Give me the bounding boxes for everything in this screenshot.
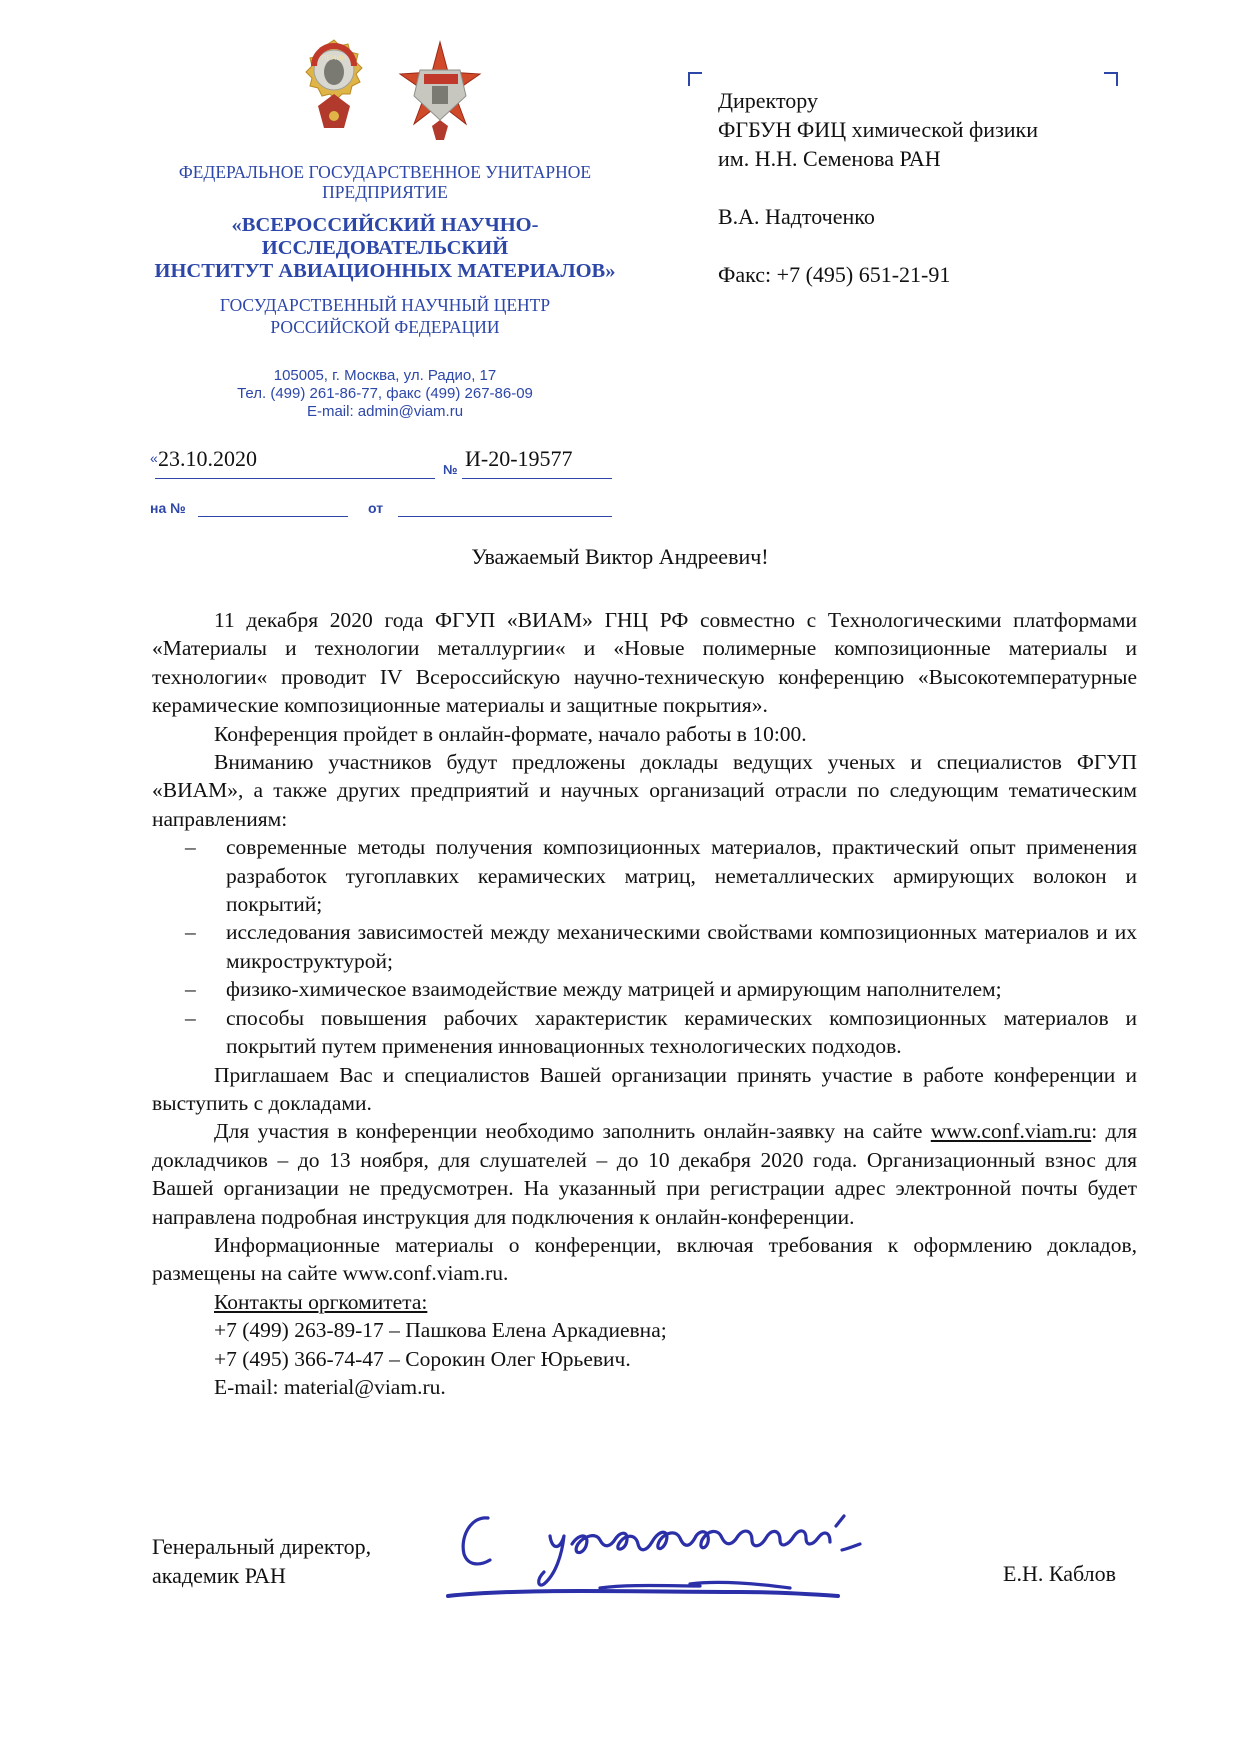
list-item [152,918,1137,975]
paragraph-format: Конференция пройдет в онлайн-формате, начало работы в 10:00. [214,721,807,746]
org-name-line1: «ВСЕРОССИЙСКИЙ НАУЧНО- [231,214,539,236]
registration-text-before: Для участия в конференции необходимо заполнить онлайн-заявку на сайте [214,1119,931,1144]
signer-title-line1: Генеральный директор, [152,1534,372,1559]
letter-date: 23.10.2020 [158,446,257,471]
signer-title-line2: академик РАН [152,1563,286,1588]
list-item-text: физико-химическое взаимодействие между матрицей и армирующим наполнителем; [226,977,1002,1002]
signer-title [152,1532,371,1590]
org-status [140,294,630,338]
conference-site-link[interactable]: www.conf.viam.ru [930,1119,1092,1144]
org-name-line2: ИССЛЕДОВАТЕЛЬСКИЙ [261,237,509,259]
org-name [140,214,630,283]
letter-number: И-20-19577 [465,446,573,471]
date-underline [155,478,435,479]
contacts-title: Контакты оргкомитета: [214,1289,428,1314]
date-quote-mark: « [150,450,158,466]
contact-line: +7 (495) 366-74-47 – Сорокин Олег Юрьевич. [214,1346,631,1371]
org-email: E-mail: admin@viam.ru [306,403,464,420]
registration-text-after: : для докладчиков – до 13 ноября, для слушателей – до 10 декабря 2020 года. Организационный взнос для Вашей организации не предусмотрен. На указанный при регистрации адрес электронной почты будет направлена подробная инструкция для подключения к онлайн-конференции. [152,1119,1137,1229]
paragraph-registration [152,1117,1137,1231]
org-name-line3: ИНСТИТУТ АВИАЦИОННЫХ МАТЕРИАЛОВ» [154,260,616,282]
paragraph-invitation: Приглашаем Вас и специалистов Вашей организации принять участие в работе конференции и выступить с докладами. [152,1062,1137,1115]
org-phones: Тел. (499) 261-86-77, факс (499) 267-86-09 [237,385,533,402]
reference-number-line [198,516,348,517]
org-contacts [140,367,630,421]
reference-number-label: на № [150,500,186,516]
salutation: Уважаемый Виктор Андреевич! [471,544,769,569]
letter-body [152,606,1137,1401]
list-item [152,975,1137,1003]
dash-bullet: – [185,920,196,945]
org-status-line1: ГОСУДАРСТВЕННЫЙ НАУЧНЫЙ ЦЕНТР [219,295,551,315]
award-orders-emblem [270,36,510,156]
org-status-line2: РОССИЙСКОЙ ФЕДЕРАЦИИ [270,317,500,337]
svg-text:ЛЕНИН: ЛЕНИН [321,54,347,62]
recipient-block [718,86,1138,289]
list-item-text: современные методы получения композиционных материалов, практический опыт применения разработок тугоплавких керамических матриц, неметаллических армирующих волокон и покрытий; [226,835,1137,917]
reference-date-label: от [368,500,384,516]
address-corner-right [1104,72,1118,86]
list-item [152,833,1137,918]
signer-name: Е.Н. Каблов [1003,1561,1116,1586]
paragraph-topics-intro: Вниманию участников будут предложены доклады ведущих ученых и специалистов ФГУП «ВИАМ», а также других предприятий и научных организаций отрасли по следующим тематическим направлениям: [152,750,1137,831]
reference-date-line [398,516,612,517]
list-item-text: способы повышения рабочих характеристик керамических композиционных материалов и покрытий путем применения инновационных технологических подходов. [226,1005,1137,1059]
recipient-fax: Факс: +7 (495) 651-21-91 [718,262,951,287]
recipient-org-name: им. Н.Н. Семенова РАН [718,146,941,171]
order-of-lenin-icon [306,40,362,128]
dash-bullet: – [185,1005,196,1030]
recipient-org: ФГБУН ФИЦ химической физики [718,117,1038,142]
paragraph-intro: 11 декабря 2020 года ФГУП «ВИАМ» ГНЦ РФ совместно с Технологическими платформами «Материалы и технологии металлургии« и «Новые полимерные композиционные материалы и технологии« проводит IV Всероссийскую научно-техническую конференцию «Высокотемпературные керамические композиционные материалы и защитные покрытия». [152,608,1137,718]
list-item-text: исследования зависимостей между механическими свойствами композиционных материалов и их микроструктурой; [226,920,1137,973]
organizing-committee-contacts [152,1288,1137,1402]
dash-bullet: – [185,977,196,1002]
list-item [152,1004,1137,1061]
topics-list [152,833,1137,1060]
recipient-name: В.А. Надточенко [718,204,875,229]
number-underline [462,478,612,479]
letter-number-label: № [443,462,458,477]
contact-email: E-mail: material@viam.ru. [214,1374,446,1399]
recipient-position: Директору [718,88,818,113]
contact-line: +7 (499) 263-89-17 – Пашкова Елена Аркадиевна; [214,1318,667,1343]
order-october-revolution-icon [400,42,480,140]
dash-bullet: – [185,835,196,860]
org-type-line2: ПРЕДПРИЯТИЕ [322,182,448,202]
org-address: 105005, г. Москва, ул. Радио, 17 [273,367,497,384]
address-corner-left [688,72,702,86]
org-type-line1: ФЕДЕРАЛЬНОЕ ГОСУДАРСТВЕННОЕ УНИТАРНОЕ [178,162,592,182]
handwritten-signature [440,1488,940,1618]
org-type [140,162,630,202]
paragraph-info-materials: Информационные материалы о конференции, включая требования к оформлению докладов, размещены на сайте www.conf.viam.ru. [152,1232,1137,1286]
